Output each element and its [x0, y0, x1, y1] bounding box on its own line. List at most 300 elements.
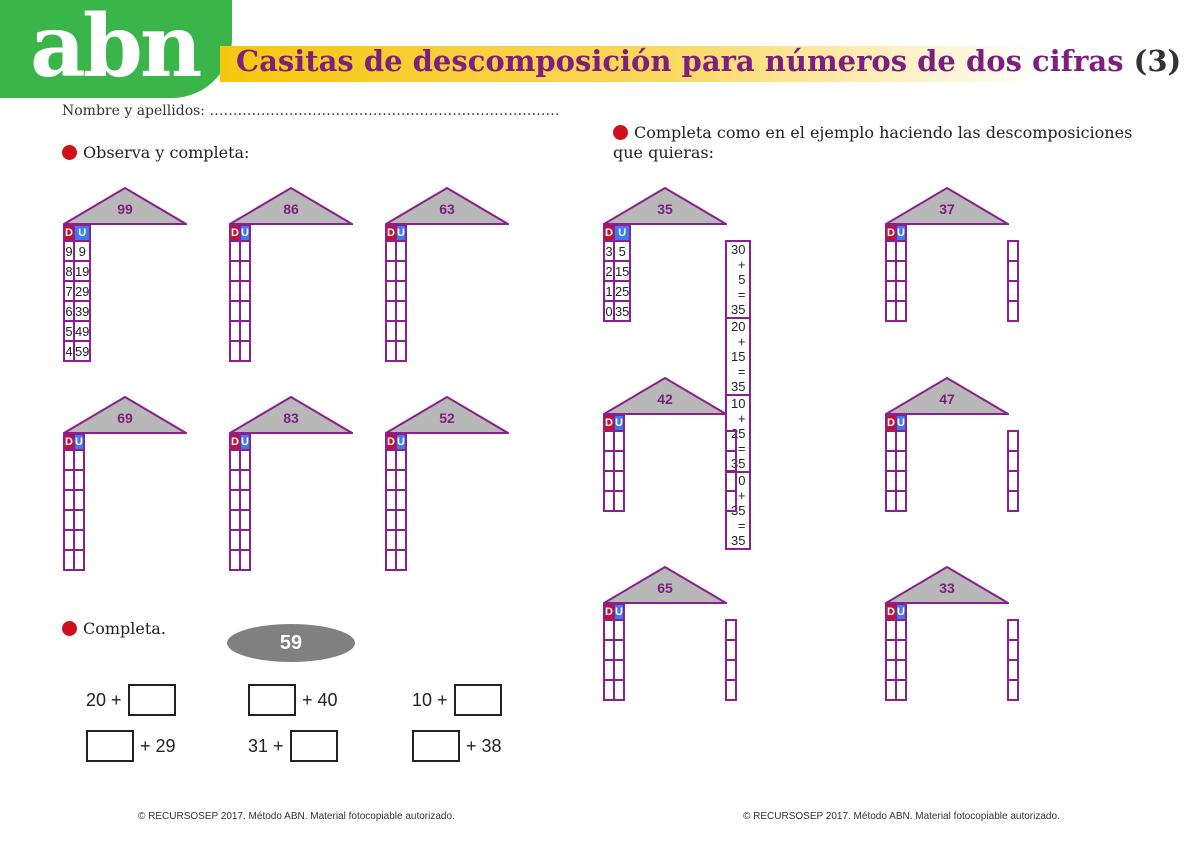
header-row: [886, 225, 906, 241]
table-row: [386, 281, 406, 301]
units-cell[interactable]: [896, 491, 906, 511]
house-number: 83: [283, 410, 299, 426]
sum-expression: [412, 730, 502, 762]
tens-header: D: [887, 227, 895, 239]
tens-cell[interactable]: [64, 550, 74, 570]
units-cell[interactable]: [896, 660, 906, 680]
table-row: [1008, 491, 1018, 511]
units-header: U: [896, 606, 905, 618]
tens-cell[interactable]: [64, 470, 74, 490]
answer-box[interactable]: [128, 684, 176, 716]
tens-cell[interactable]: [886, 261, 896, 281]
target-number-oval: 59: [227, 624, 355, 662]
units-header: U: [240, 436, 249, 448]
sum-expression: [248, 730, 338, 762]
table-row: [386, 470, 406, 490]
answer-box[interactable]: [86, 730, 134, 762]
tens-cell[interactable]: 1: [604, 281, 614, 301]
bullet-icon: [62, 145, 77, 160]
tens-cell[interactable]: [230, 321, 240, 341]
table-row: [604, 471, 624, 491]
table-row: [230, 530, 250, 550]
table-row: [230, 450, 250, 470]
tens-header: D: [605, 227, 613, 239]
house-table: [385, 433, 407, 571]
decomposition-cell[interactable]: [1008, 471, 1018, 491]
table-row: [386, 241, 406, 261]
units-cell[interactable]: [896, 261, 906, 281]
tens-cell[interactable]: 2: [604, 261, 614, 281]
units-cell[interactable]: [396, 550, 406, 570]
tens-cell[interactable]: [386, 550, 396, 570]
decomposition-table: [1007, 430, 1019, 512]
tens-cell[interactable]: [386, 281, 396, 301]
units-cell[interactable]: [396, 341, 406, 361]
header-row: [64, 225, 90, 241]
tens-cell[interactable]: 8: [64, 261, 74, 281]
instruction-complete-example: [613, 123, 1132, 163]
house-table: [603, 414, 625, 512]
house-table: [603, 603, 625, 701]
units-header: U: [614, 225, 630, 241]
table-row: [64, 341, 90, 361]
units-cell[interactable]: 35: [614, 301, 630, 321]
house-number: 65: [657, 580, 673, 596]
table-row: [1008, 301, 1018, 321]
house-number: 99: [117, 201, 133, 217]
decomposition-cell[interactable]: [1008, 620, 1018, 640]
tens-cell[interactable]: [886, 680, 896, 700]
table-row: [886, 471, 906, 491]
decomposition-cell[interactable]: [1008, 660, 1018, 680]
units-cell[interactable]: [74, 530, 84, 550]
expression-suffix: + 38: [466, 735, 502, 756]
header-row: [604, 415, 624, 431]
header-row: [604, 604, 624, 620]
tens-header: D: [231, 436, 239, 448]
tens-header: D: [387, 227, 395, 239]
table-row: [230, 470, 250, 490]
decomposition-cell[interactable]: [726, 451, 736, 471]
tens-cell[interactable]: 6: [64, 301, 74, 321]
units-cell[interactable]: [896, 301, 906, 321]
units-cell[interactable]: [896, 281, 906, 301]
table-row: [604, 281, 630, 301]
house-table: [603, 224, 631, 322]
table-row: [1008, 281, 1018, 301]
table-row: [386, 490, 406, 510]
table-row: [886, 620, 906, 640]
table-row: [726, 451, 736, 471]
decomposition-table: [725, 619, 737, 701]
units-header: U: [240, 227, 249, 239]
house-number: 42: [657, 391, 673, 407]
table-row: [64, 470, 84, 490]
tens-cell[interactable]: [230, 490, 240, 510]
units-cell[interactable]: [74, 510, 84, 530]
decomposition-cell[interactable]: [726, 491, 736, 511]
decomposition-cell[interactable]: [1008, 281, 1018, 301]
decomposition-cell[interactable]: 10 + 25 = 35: [726, 395, 750, 472]
house-number: 35: [657, 201, 673, 217]
units-cell[interactable]: [896, 431, 906, 451]
table-row: [886, 660, 906, 680]
table-row: [726, 471, 736, 491]
tens-header: D: [605, 417, 613, 429]
table-row: [886, 281, 906, 301]
units-cell[interactable]: 15: [614, 261, 630, 281]
units-cell[interactable]: [396, 261, 406, 281]
house-table: [885, 414, 907, 512]
tens-cell[interactable]: 9: [64, 241, 74, 261]
tens-cell[interactable]: [886, 431, 896, 451]
units-cell[interactable]: [896, 620, 906, 640]
house-table: [885, 224, 907, 322]
units-cell[interactable]: [614, 620, 624, 640]
tens-cell[interactable]: 0: [604, 301, 614, 321]
tens-cell[interactable]: [230, 510, 240, 530]
table-row: [886, 431, 906, 451]
table-row: [886, 301, 906, 321]
units-cell[interactable]: [896, 680, 906, 700]
house-number: 33: [939, 580, 955, 596]
decomposition-cell[interactable]: [1008, 640, 1018, 660]
units-cell[interactable]: [240, 550, 250, 570]
decomposition-cell[interactable]: [1008, 261, 1018, 281]
footer-left: © RECURSOSEP 2017. Método ABN. Material fotocopiable autorizado.: [138, 811, 455, 822]
table-row: [604, 680, 624, 700]
header-row: [386, 225, 406, 241]
units-cell[interactable]: [240, 510, 250, 530]
tens-cell[interactable]: [886, 301, 896, 321]
units-cell[interactable]: [896, 451, 906, 471]
table-row: [726, 620, 736, 640]
units-header: U: [74, 225, 90, 241]
units-cell[interactable]: [614, 680, 624, 700]
units-cell[interactable]: [614, 451, 624, 471]
tens-header: D: [887, 417, 895, 429]
tens-cell[interactable]: [886, 660, 896, 680]
units-cell[interactable]: 19: [74, 261, 90, 281]
tens-cell[interactable]: 5: [64, 321, 74, 341]
table-row: [230, 550, 250, 570]
tens-cell[interactable]: [64, 510, 74, 530]
header-row: [886, 415, 906, 431]
expression-prefix: 31 +: [248, 735, 284, 756]
tens-cell[interactable]: [886, 620, 896, 640]
table-row: [230, 281, 250, 301]
units-header: U: [614, 417, 623, 429]
table-row: [886, 261, 906, 281]
tens-cell[interactable]: [230, 241, 240, 261]
answer-box[interactable]: [454, 684, 502, 716]
units-cell[interactable]: [240, 321, 250, 341]
tens-header: D: [887, 606, 895, 618]
units-cell[interactable]: [614, 471, 624, 491]
tens-cell[interactable]: [386, 261, 396, 281]
house-table: [229, 224, 251, 362]
expression-suffix: + 40: [302, 689, 338, 710]
units-cell[interactable]: [240, 281, 250, 301]
units-cell[interactable]: [74, 550, 84, 570]
table-row: [1008, 640, 1018, 660]
units-cell[interactable]: [396, 450, 406, 470]
decomposition-cell[interactable]: 20 + 15 = 35: [726, 318, 750, 395]
table-row: [886, 491, 906, 511]
table-row: [64, 301, 90, 321]
table-row: [1008, 241, 1018, 261]
units-header: U: [614, 606, 623, 618]
table-row: [386, 530, 406, 550]
decomposition-table: [1007, 240, 1019, 322]
title-text: Casitas de descomposición para números de dos cifras: [236, 44, 1124, 78]
house-table: [885, 603, 907, 701]
tens-cell[interactable]: [604, 680, 614, 700]
units-cell[interactable]: [240, 301, 250, 321]
decomposition-cell[interactable]: [1008, 491, 1018, 511]
table-row: [64, 450, 84, 470]
tens-cell[interactable]: [64, 530, 74, 550]
table-row: [726, 640, 736, 660]
table-row: [726, 318, 750, 395]
expression-suffix: + 29: [140, 735, 176, 756]
table-row: [230, 261, 250, 281]
answer-box[interactable]: [248, 684, 296, 716]
tens-cell[interactable]: [386, 490, 396, 510]
house-table: [63, 433, 85, 571]
table-row: [886, 640, 906, 660]
tens-cell[interactable]: [386, 450, 396, 470]
table-row: [726, 660, 736, 680]
units-cell[interactable]: [240, 341, 250, 361]
tens-cell[interactable]: [386, 530, 396, 550]
table-row: [64, 490, 84, 510]
units-cell[interactable]: [74, 450, 84, 470]
units-cell[interactable]: [396, 281, 406, 301]
tens-cell[interactable]: [386, 301, 396, 321]
units-header: U: [896, 417, 905, 429]
page-title: [236, 44, 1181, 78]
header-row: [230, 434, 250, 450]
decomposition-cell[interactable]: [726, 431, 736, 451]
table-row: [604, 261, 630, 281]
tens-cell[interactable]: [230, 301, 240, 321]
units-header: U: [396, 436, 405, 448]
tens-cell[interactable]: [386, 470, 396, 490]
tens-cell[interactable]: [64, 490, 74, 510]
tens-cell[interactable]: [230, 450, 240, 470]
units-cell[interactable]: [396, 241, 406, 261]
units-cell[interactable]: [240, 241, 250, 261]
decomposition-cell[interactable]: [726, 471, 736, 491]
table-row: [386, 510, 406, 530]
table-row: [230, 301, 250, 321]
table-row: [604, 620, 624, 640]
tens-cell[interactable]: [230, 530, 240, 550]
expression-prefix: 10 +: [412, 689, 448, 710]
decomposition-table: [1007, 619, 1019, 701]
units-header: U: [396, 227, 405, 239]
house-number: 37: [939, 201, 955, 217]
decomposition-cell[interactable]: [726, 620, 736, 640]
tens-cell[interactable]: [386, 241, 396, 261]
units-cell[interactable]: 49: [74, 321, 90, 341]
tens-header: D: [387, 436, 395, 448]
tens-cell[interactable]: 7: [64, 281, 74, 301]
tens-cell[interactable]: 3: [604, 241, 614, 261]
table-row: [1008, 471, 1018, 491]
units-cell[interactable]: [614, 491, 624, 511]
instruction-observe: [62, 143, 249, 162]
house-number: 47: [939, 391, 955, 407]
tens-cell[interactable]: [230, 550, 240, 570]
table-row: [230, 490, 250, 510]
units-cell[interactable]: [240, 490, 250, 510]
table-row: [64, 510, 84, 530]
tens-cell[interactable]: [886, 241, 896, 261]
tens-cell[interactable]: [386, 321, 396, 341]
tens-cell[interactable]: [604, 471, 614, 491]
tens-cell[interactable]: [604, 640, 614, 660]
house-table: [229, 433, 251, 571]
house-table: [63, 224, 91, 362]
sum-expression: [248, 684, 338, 716]
tens-cell[interactable]: [604, 451, 614, 471]
decomposition-cell[interactable]: [1008, 451, 1018, 471]
decomposition-table: [725, 430, 737, 512]
units-cell[interactable]: [614, 660, 624, 680]
tens-cell[interactable]: [64, 450, 74, 470]
tens-header: D: [605, 606, 613, 618]
tens-cell[interactable]: [886, 471, 896, 491]
units-cell[interactable]: 59: [74, 341, 90, 361]
tens-cell[interactable]: [604, 431, 614, 451]
units-cell[interactable]: [240, 261, 250, 281]
name-field[interactable]: Nombre y apellidos: …………………………………………………………………: [62, 103, 560, 119]
tens-cell[interactable]: [604, 491, 614, 511]
units-cell[interactable]: 29: [74, 281, 90, 301]
table-row: [886, 680, 906, 700]
table-row: [386, 301, 406, 321]
table-row: [604, 241, 630, 261]
units-cell[interactable]: [74, 470, 84, 490]
tens-cell[interactable]: [386, 510, 396, 530]
units-cell[interactable]: [396, 321, 406, 341]
table-row: [886, 451, 906, 471]
bullet-icon: [62, 621, 77, 636]
tens-cell[interactable]: [386, 341, 396, 361]
answer-box[interactable]: [290, 730, 338, 762]
instruction-text-2: que quieras:: [613, 143, 715, 162]
units-cell[interactable]: [614, 431, 624, 451]
units-cell[interactable]: [396, 301, 406, 321]
units-cell[interactable]: [240, 530, 250, 550]
header-row: [64, 434, 84, 450]
tens-cell[interactable]: [230, 341, 240, 361]
units-cell[interactable]: [74, 490, 84, 510]
tens-cell[interactable]: 4: [64, 341, 74, 361]
units-cell[interactable]: [240, 470, 250, 490]
house-number: 69: [117, 410, 133, 426]
tens-cell[interactable]: [230, 281, 240, 301]
tens-header: D: [65, 227, 73, 239]
units-header: U: [896, 227, 905, 239]
units-cell[interactable]: [396, 490, 406, 510]
answer-box[interactable]: [412, 730, 460, 762]
house-table: [385, 224, 407, 362]
units-cell[interactable]: [614, 640, 624, 660]
tens-cell[interactable]: [604, 660, 614, 680]
instruction-text: Observa y completa:: [83, 143, 250, 162]
tens-cell[interactable]: [230, 261, 240, 281]
table-row: [1008, 431, 1018, 451]
tens-cell[interactable]: [604, 620, 614, 640]
units-cell[interactable]: 39: [74, 301, 90, 321]
decomposition-cell[interactable]: [726, 680, 736, 700]
sum-expression: [86, 684, 176, 716]
header-row: [386, 434, 406, 450]
tens-cell[interactable]: [886, 281, 896, 301]
table-row: [64, 241, 90, 261]
decomposition-cell[interactable]: [726, 660, 736, 680]
tens-cell[interactable]: [230, 470, 240, 490]
units-cell[interactable]: 5: [614, 241, 630, 261]
table-row: [604, 660, 624, 680]
instruction-text: Completa.: [83, 619, 166, 638]
table-row: [726, 491, 736, 511]
tens-header: D: [65, 436, 73, 448]
table-row: [726, 431, 736, 451]
decomposition-cell[interactable]: [726, 640, 736, 660]
decomposition-cell[interactable]: 30 + 5 = 35: [726, 241, 750, 318]
header-row: [886, 604, 906, 620]
tens-cell[interactable]: [886, 491, 896, 511]
units-cell[interactable]: [396, 510, 406, 530]
table-row: [386, 321, 406, 341]
instruction-complete: [62, 619, 166, 638]
table-row: [1008, 451, 1018, 471]
units-cell[interactable]: 25: [614, 281, 630, 301]
decomposition-cell[interactable]: [1008, 431, 1018, 451]
decomposition-cell[interactable]: [1008, 301, 1018, 321]
table-row: [230, 510, 250, 530]
table-row: [1008, 680, 1018, 700]
units-header: U: [74, 436, 83, 448]
units-cell[interactable]: [896, 471, 906, 491]
units-cell[interactable]: [240, 450, 250, 470]
units-cell[interactable]: [396, 530, 406, 550]
table-row: [64, 281, 90, 301]
table-row: [604, 640, 624, 660]
house-number: 86: [283, 201, 299, 217]
table-row: [230, 321, 250, 341]
decomposition-cell[interactable]: 0 + 35 = 35: [726, 472, 750, 549]
units-cell[interactable]: [896, 640, 906, 660]
decomposition-cell[interactable]: [1008, 241, 1018, 261]
table-row: [386, 341, 406, 361]
tens-cell[interactable]: [886, 451, 896, 471]
units-cell[interactable]: [396, 470, 406, 490]
sum-expression: [412, 684, 502, 716]
units-cell[interactable]: [896, 241, 906, 261]
table-row: [604, 491, 624, 511]
units-cell[interactable]: 9: [74, 241, 90, 261]
tens-cell[interactable]: [886, 640, 896, 660]
table-row: [886, 241, 906, 261]
table-row: [386, 550, 406, 570]
table-row: [604, 451, 624, 471]
decomposition-cell[interactable]: [1008, 680, 1018, 700]
